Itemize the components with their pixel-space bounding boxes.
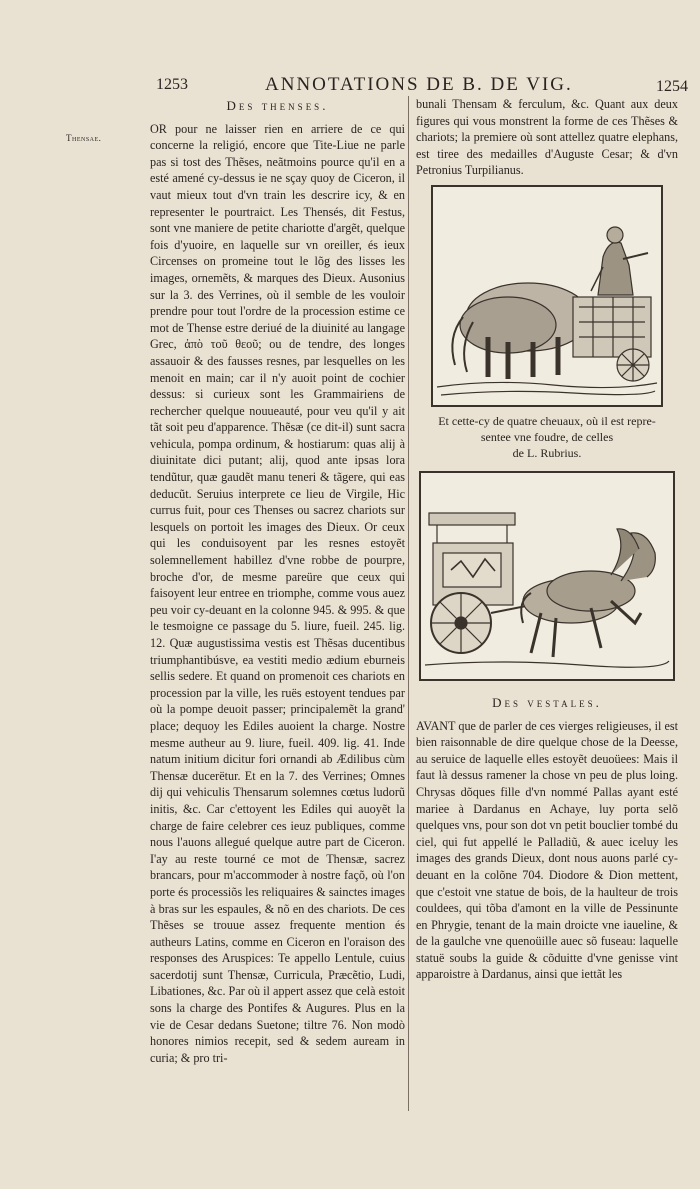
- running-title: ANNOTATIONS DE B. DE VIG.: [265, 74, 573, 95]
- section-heading-vestales: Des vestales.: [492, 694, 602, 710]
- column-divider: [408, 96, 409, 1111]
- section-heading-thenses: Des thenses.: [226, 98, 329, 113]
- caption-line: Et cette-cy de quatre cheuaux, où il est repre-: [438, 413, 656, 428]
- marginal-note: Thensae.: [66, 133, 102, 143]
- caption-line: sentee vne foudre, de celles: [480, 429, 614, 444]
- left-column-text: OR pour ne laisser rien en arriere de ce qui concerne la religió, encore que Tite-Liue ne parle pas si tost des Thẽses, neãtmoins pource qu'il en a esté amené cy-dessus ie ne sçay quoy de Ciceron, il vaut mieux tout d'vn train les descrire icy, & en representer le pourtraict. Les Thensés, dit Festus, sont vne maniere de petite chariotte d'argẽt, quelque fois d'yuoire, en laquelle sur vn oreiller, és ieux Circenses on promeine tout le lõg des lisses les images, ornemẽts, & marques des Dieux. Ausonius sur la 3. des Verrines, où il semble de les vouloir prendre pour tout l'ordre de la procession estime ce mot de Thense estre deriué de la diuinité au langage Grec, ἀπὸ τοῦ θεοῦ; ou de tendre, des longes assauoir & des fausses resnes, par lesquelles on les menoit en main; car il n'y auoit point de cochier dessus: si curieux sont les Grammairiens de rechercher quelque nouueauté, pour veu qu'il y ait tãt soit peu d'apparence. Thẽsæ (ce dit-il) sunt sacra vehicula, pompa ordinum, & hostiarum: quas alij à diuinitate dici putant; alij, quod ante ipsas lora tendũtur, quæ gaudẽt manu teneri & tãgere, qui eas deducũt. Seruius interprete ce lieu de Virgile, Hic currus fuit, pour ces Thenses ou sacrez chariots sur lesquels on portoit les images des Dieux. Or ceux qui les conduisoyent par les resnes estoyẽt solemnellement habillez d'vne robbe de pourpre, broche d'or, de mesme pareüre que ceux qui faisoyent leur entree en triomphe, comme vous auez peu voir cy-deuant en la colonne 945. & 995. & que le tesmoigne ce passage du 5. liure, fueil. 245. lig. 12. Quæ augustissima vestis est Thẽsas ducentibus triumphantibúsve, ea vestiti medio ædium eburneis sellis sedere. Et quand on promenoit ces chariots en procession par la ville, les ruës estoyent tendues par où la pompe deuoit passer; principalemẽt la grand' place; dequoy les Ediles auoient la charge. Nostre mesme autheur au 9. liure, fueil. 409. lig. 41. Inde natum initium dicitur fori ornandi ab Ædilibus cùm Thensæ ducerëtur. Et en la 7. des Verrines; Omnes dij qui vehiculis Thensarum solemnes cœtus ludorũ initis, &c. Car c'ettoyent les Ediles qui auoyẽt la charge de faire celebrer ces ieuz publiques, comme nous l'auons allegué quelque autre part de Ciceron. I'ay au reste tourné ce mot de Thensæ, sacrez brancars, pour m'accommoder à nostre façõ, où l'on porte és processiõs les reliquaires & sainctes images à bras sur les espaules, & nõ en des chariots. De ces Thẽses se trouue assez frequente mention és autheurs Latins, comme en Ciceron en l'oraison des responses des Aruspices: Te appello Lentule, cuius sacerdotij sunt Thensæ, Curricula, Præcẽtio, Ludi, Libationes, &c. Par où il appert assez que celà estoit sons la charge des Pontifes & Augures. Plus en la vie de Cesar dedans Suetone; tiltre 76. Non modò honores nimios recepit, sed & sedem auream in curia; & pro tri-: [150, 121, 405, 1065]
- caption-line: de L. Rubrius.: [512, 445, 582, 460]
- right-column: [416, 96, 678, 983]
- page-number-left: 1253: [156, 76, 188, 93]
- right-column-intro-text: bunali Thensam & ferculum, &c. Quant aux deux figures qui vous monstrent la forme de ces Thẽses & chariots; la premiere où sont attellez quatre elephans, est tiree des medailles d'Auguste Cesar; & d'vn Petronius Turpilianus.: [416, 97, 678, 178]
- page-number-right: 1254: [656, 78, 688, 95]
- right-column-text: AVANT que de parler de ces vierges religieuses, il est bien raisonnable de dire quelque chose de la Deesse, au seruice de laquelle elles estoyẽt deuoüees: Mais il faut là dessus ramener la chose vn peu de plus loing. Chrysas dõques fille d'vn nommé Pallas ayant esté mariee à Dardanus en Achaye, luy porta selõ quelques vns, pour son dot vn petit bouclier tombé du ciel, qui fut appellé le Palladiũ, & auec iceluy les images des grands Dieux, dont nous auons parlé cy-deuant en la colõne 704. Diodore & Dion mettent, que c'estoit vne statue de bois, de la haulteur de trois couldees, qui tõba d'amont en la ville de Pessinunte en Phrygie, tenant de la main droicte vne iaueline, & de la gaulche vne quenoüille auec sõ fuseau: laquelle statuë soubs la guide & cõduitte d'vne genisse vint apparoistre à Dardanus, ainsi que iettãt les: [416, 718, 678, 982]
- elephant-chariot-engraving: [431, 185, 663, 407]
- horse-chariot-engraving: [419, 471, 675, 681]
- figure2-caption: [416, 413, 678, 461]
- left-column: [150, 96, 405, 1066]
